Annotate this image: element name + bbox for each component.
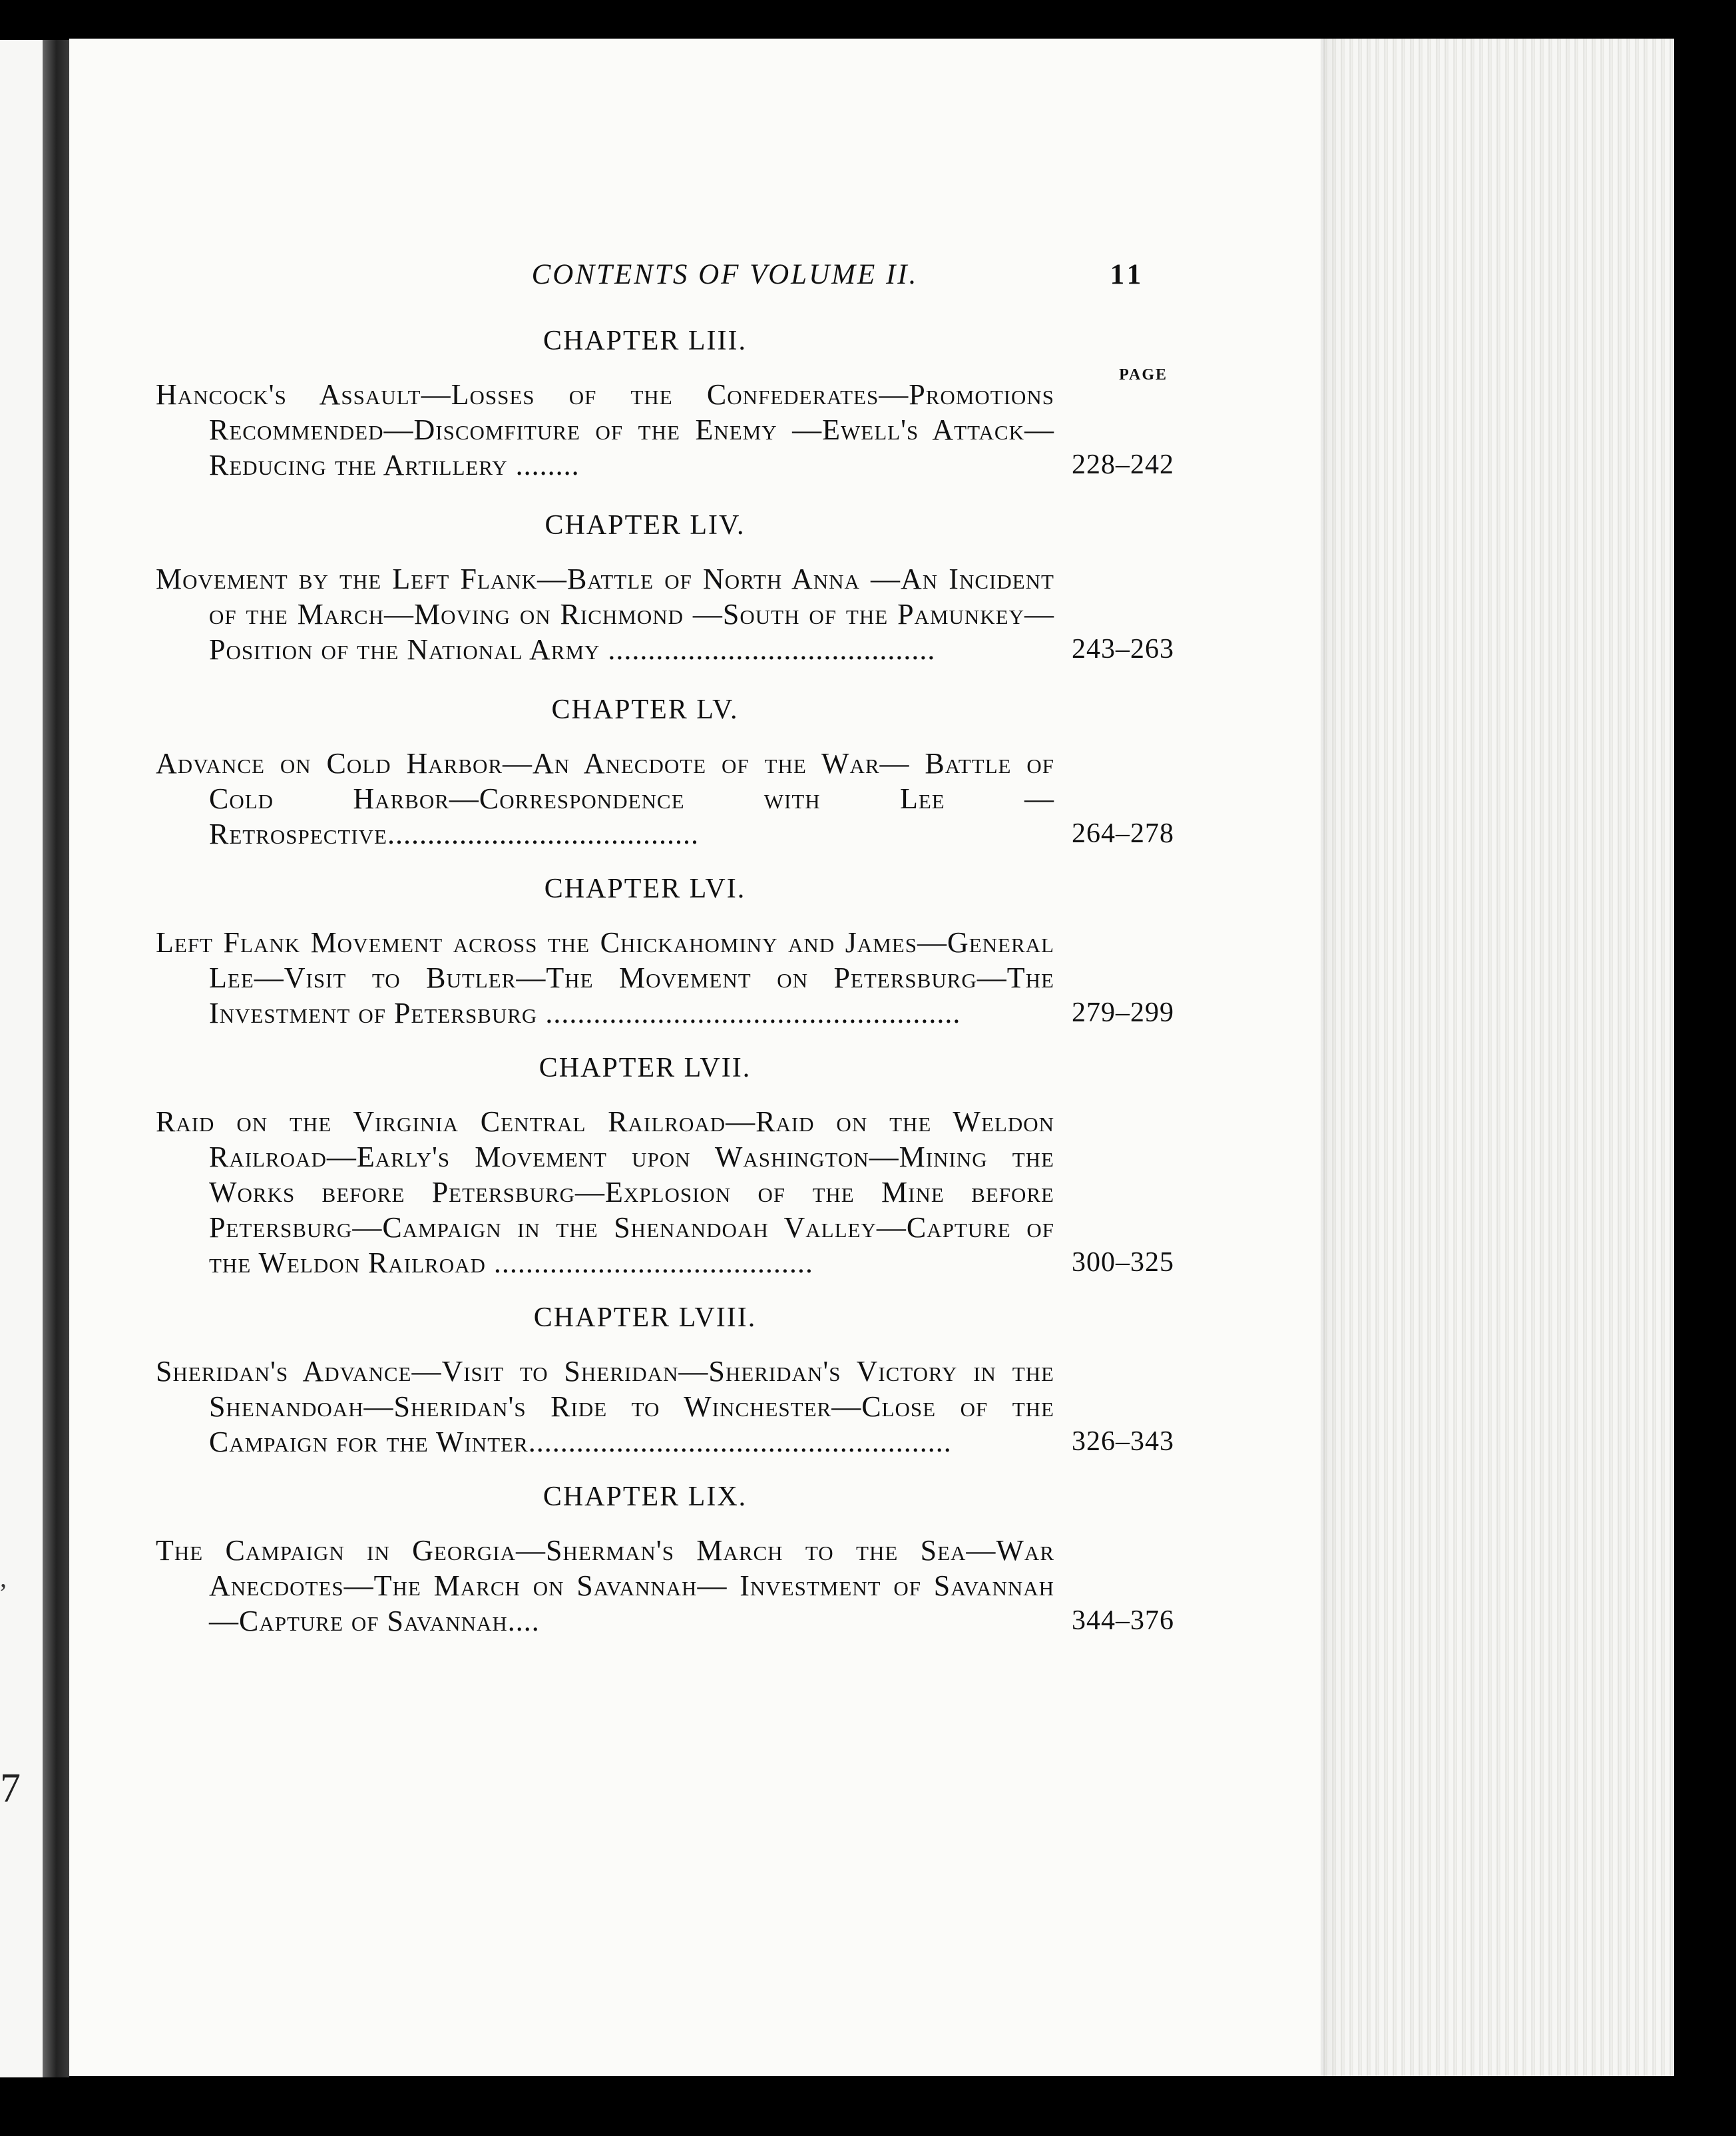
chapter-summary: Sheridan's Advance—Visit to Sheridan—Sheridan's Victory in the Shenandoah—Sheridan's Ride to Winchester—Close of the Campaign for the Winter.....................................................: [156, 1355, 1054, 1458]
page-range: 264–278: [1072, 818, 1174, 849]
page-range: 326–343: [1072, 1426, 1174, 1457]
margin-mark: ,: [0, 1563, 7, 1593]
chapter-summary: Movement by the Left Flank—Battle of North Anna —An Incident of the March—Moving on Richmond —South of the Pamunkey—Position of the National Army .........................................: [156, 563, 1054, 666]
book-page: [69, 39, 1321, 2076]
running-title: CONTENTS OF VOLUME II.: [531, 259, 919, 290]
page-column-label: PAGE: [1119, 366, 1168, 384]
chapter-57: [156, 1052, 1174, 1280]
chapter-entry: [156, 746, 1174, 852]
chapter-58: [156, 1302, 1174, 1460]
chapter-54: [156, 509, 1174, 667]
chapter-summary: Advance on Cold Harbor—An Anecdote of the War— Battle of Cold Harbor—Correspondence with Lee —Retrospective.......................................: [156, 747, 1054, 850]
chapter-heading: CHAPTER LIX.: [542, 1481, 748, 1512]
chapter-heading: CHAPTER LV.: [551, 694, 739, 725]
chapter-55: [156, 694, 1174, 852]
chapter-entry: [156, 377, 1174, 483]
chapter-heading: CHAPTER LVII.: [539, 1053, 752, 1083]
page-stack-edge: [1301, 39, 1674, 2096]
chapter-heading: CHAPTER LVI.: [544, 874, 746, 904]
page-range: 300–325: [1072, 1247, 1174, 1278]
chapter-summary: Raid on the Virginia Central Railroad—Raid on the Weldon Railroad—Early's Movement upon Washington—Mining the Works before Petersburg—Explosion of the Mine before Petersburg—Campaign in the Shenandoah Valley—Capture of the Weldon Railroad ........................................: [156, 1105, 1054, 1279]
table-of-contents: [156, 325, 1174, 1639]
page-range: 228–242: [1072, 449, 1174, 480]
chapter-59: [156, 1481, 1174, 1639]
page-number: 11: [1110, 259, 1146, 290]
chapter-53: [156, 325, 1174, 483]
page-range: 344–376: [1072, 1605, 1174, 1636]
scan-border: [69, 2076, 1680, 2136]
chapter-entry: [156, 1354, 1174, 1460]
chapter-56: [156, 873, 1174, 1031]
page-range: 243–263: [1072, 634, 1174, 665]
chapter-summary: Left Flank Movement across the Chickahominy and James—General Lee—Visit to Butler—The Movement on Petersburg—The Investment of Petersburg ....................................................: [156, 926, 1054, 1029]
chapter-entry: [156, 1533, 1174, 1639]
chapter-entry: [156, 561, 1174, 667]
left-page-margin-glyph: 7: [0, 1766, 21, 1811]
chapter-summary: The Campaign in Georgia—Sherman's March to the Sea—War Anecdotes—The March on Savannah— Investment of Savannah—Capture of Savannah....: [156, 1534, 1054, 1637]
chapter-entry: [156, 1104, 1174, 1280]
chapter-summary: Hancock's Assault—Losses of the Confederates—Promotions Recommended—Discomfiture of the Enemy —Ewell's Attack—Reducing the Artillery ........: [156, 378, 1054, 481]
page-range: 279–299: [1072, 997, 1174, 1028]
chapter-entry: [156, 925, 1174, 1031]
chapter-heading: CHAPTER LIII.: [543, 326, 747, 356]
chapter-heading: CHAPTER LIV.: [544, 510, 746, 541]
chapter-heading: CHAPTER LVIII.: [533, 1302, 757, 1333]
